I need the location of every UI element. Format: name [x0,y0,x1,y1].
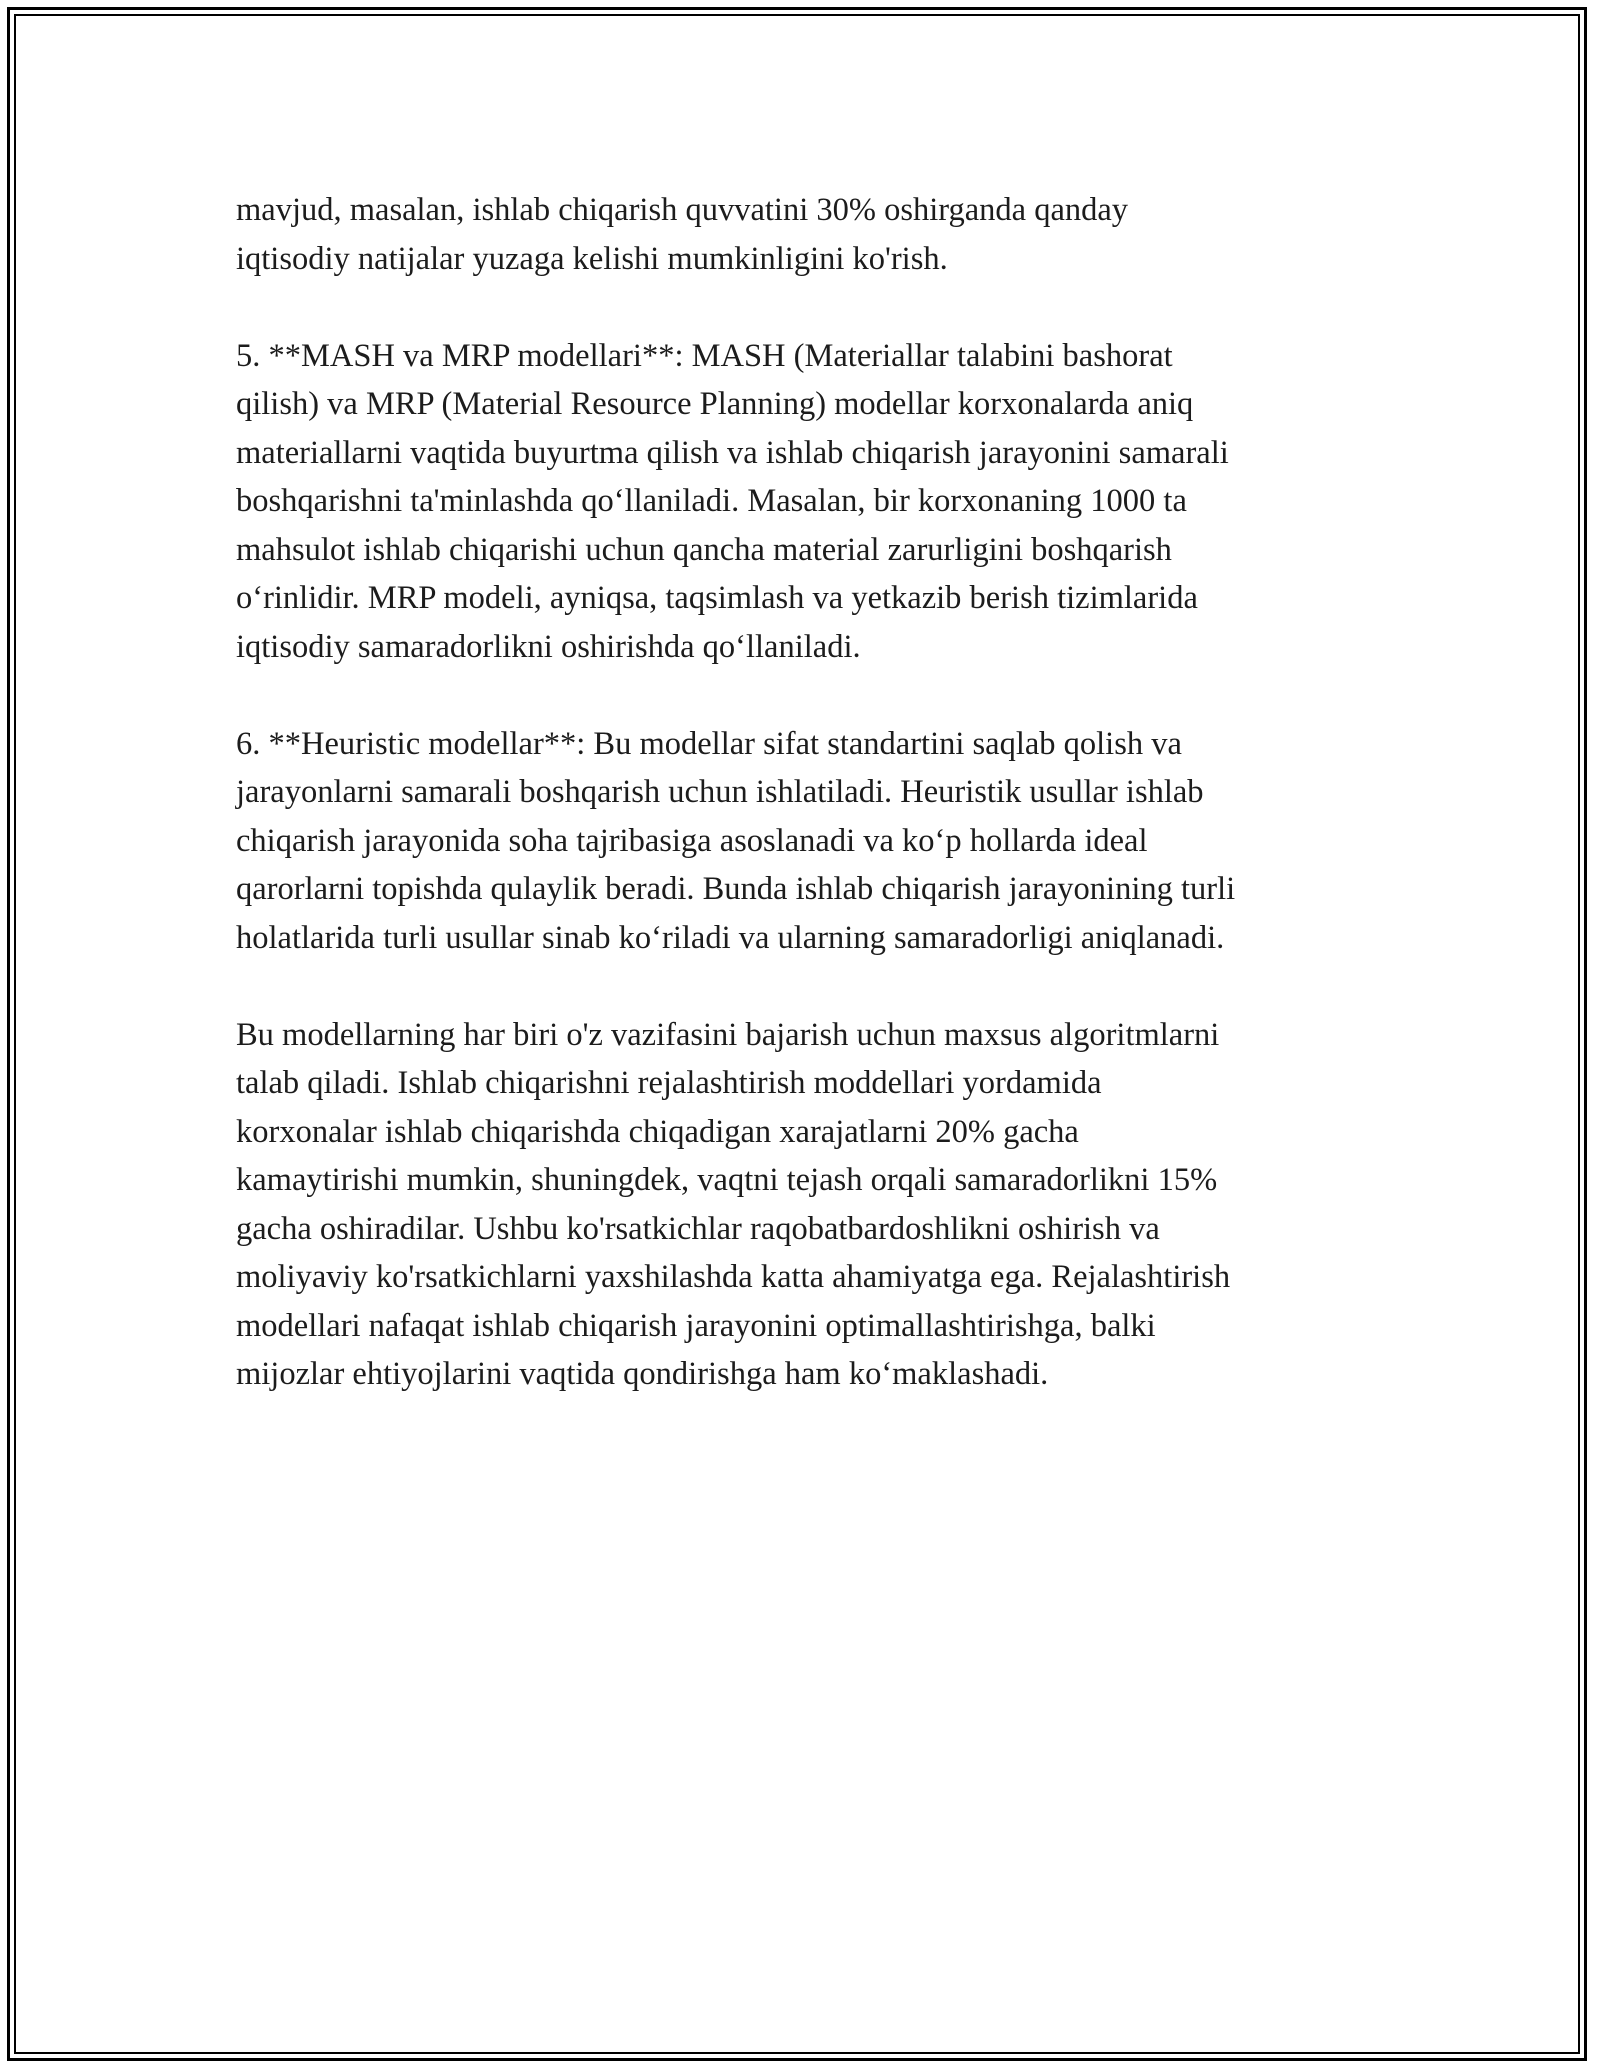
paragraph-intro-continuation [236,186,1386,283]
text-line: qarorlarni topishda qulaylik beradi. Bunda ishlab chiqarish jarayonining turli [236,871,1236,907]
document-body [236,186,1386,1447]
paragraph-mash-mrp-models [236,332,1386,672]
paragraph-heuristic-models [236,720,1386,963]
text-line: chiqarish jarayonida soha tajribasiga asoslanadi va ko‘p hollarda ideal [236,822,1148,859]
text-line: korxonalar ishlab chiqarishda chiqadigan xarajatlarni 20% gacha [236,1113,1079,1150]
text-line: 5. **MASH va MRP modellari**: MASH (Materiallar talabini bashorat [236,337,1173,374]
text-line: moliyaviy ko'rsatkichlarni yaxshilashda katta ahamiyatga ega. Rejalashtirish [236,1259,1231,1295]
text-line: holatlarida turli usullar sinab ko‘riladi va ularning samaradorligi aniqlanadi. [236,919,1225,956]
text-line: modellari nafaqat ishlab chiqarish jarayonini optimallashtirishga, balki [236,1307,1156,1344]
text-line: qilish) va MRP (Material Resource Planning) modellar korxonalarda aniq [236,386,1194,422]
text-line: gacha oshiradilar. Ushbu ko'rsatkichlar raqobatbardoshlikni oshirish va [236,1210,1160,1247]
text-line: mahsulot ishlab chiqarishi uchun qancha material zarurligini boshqarish [236,531,1172,568]
text-line: mijozlar ehtiyojlarini vaqtida qondirishga ham ko‘maklashadi. [236,1356,1049,1392]
text-line: iqtisodiy samaradorlikni oshirishda qo‘llaniladi. [236,628,861,665]
paragraph-conclusion [236,1011,1386,1399]
text-line: boshqarishni ta'minlashda qo‘llaniladi. Masalan, bir korxonaning 1000 ta [236,483,1187,519]
text-line: mavjud, masalan, ishlab chiqarish quvvatini 30% oshirganda qanday [236,192,1129,228]
text-line: iqtisodiy natijalar yuzaga kelishi mumkinligini ko'rish. [236,240,948,277]
text-line: o‘rinlidir. MRP modeli, ayniqsa, taqsimlash va yetkazib berish tizimlarida [236,580,1198,616]
text-line: 6. **Heuristic modellar**: Bu modellar sifat standartini saqlab qolish va [236,725,1182,762]
text-line: jarayonlarni samarali boshqarish uchun ishlatiladi. Heuristik usullar ishlab [236,774,1204,810]
text-line: materiallarni vaqtida buyurtma qilish va ishlab chiqarish jarayonini samarali [236,434,1229,471]
text-line: Bu modellarning har biri o'z vazifasini bajarish uchun maxsus algoritmlarni [236,1016,1220,1053]
text-line: talab qiladi. Ishlab chiqarishni rejalashtirish moddellari yordamida [236,1065,1102,1101]
text-line: kamaytirishi mumkin, shuningdek, vaqtni tejash orqali samaradorlikni 15% [236,1162,1218,1198]
